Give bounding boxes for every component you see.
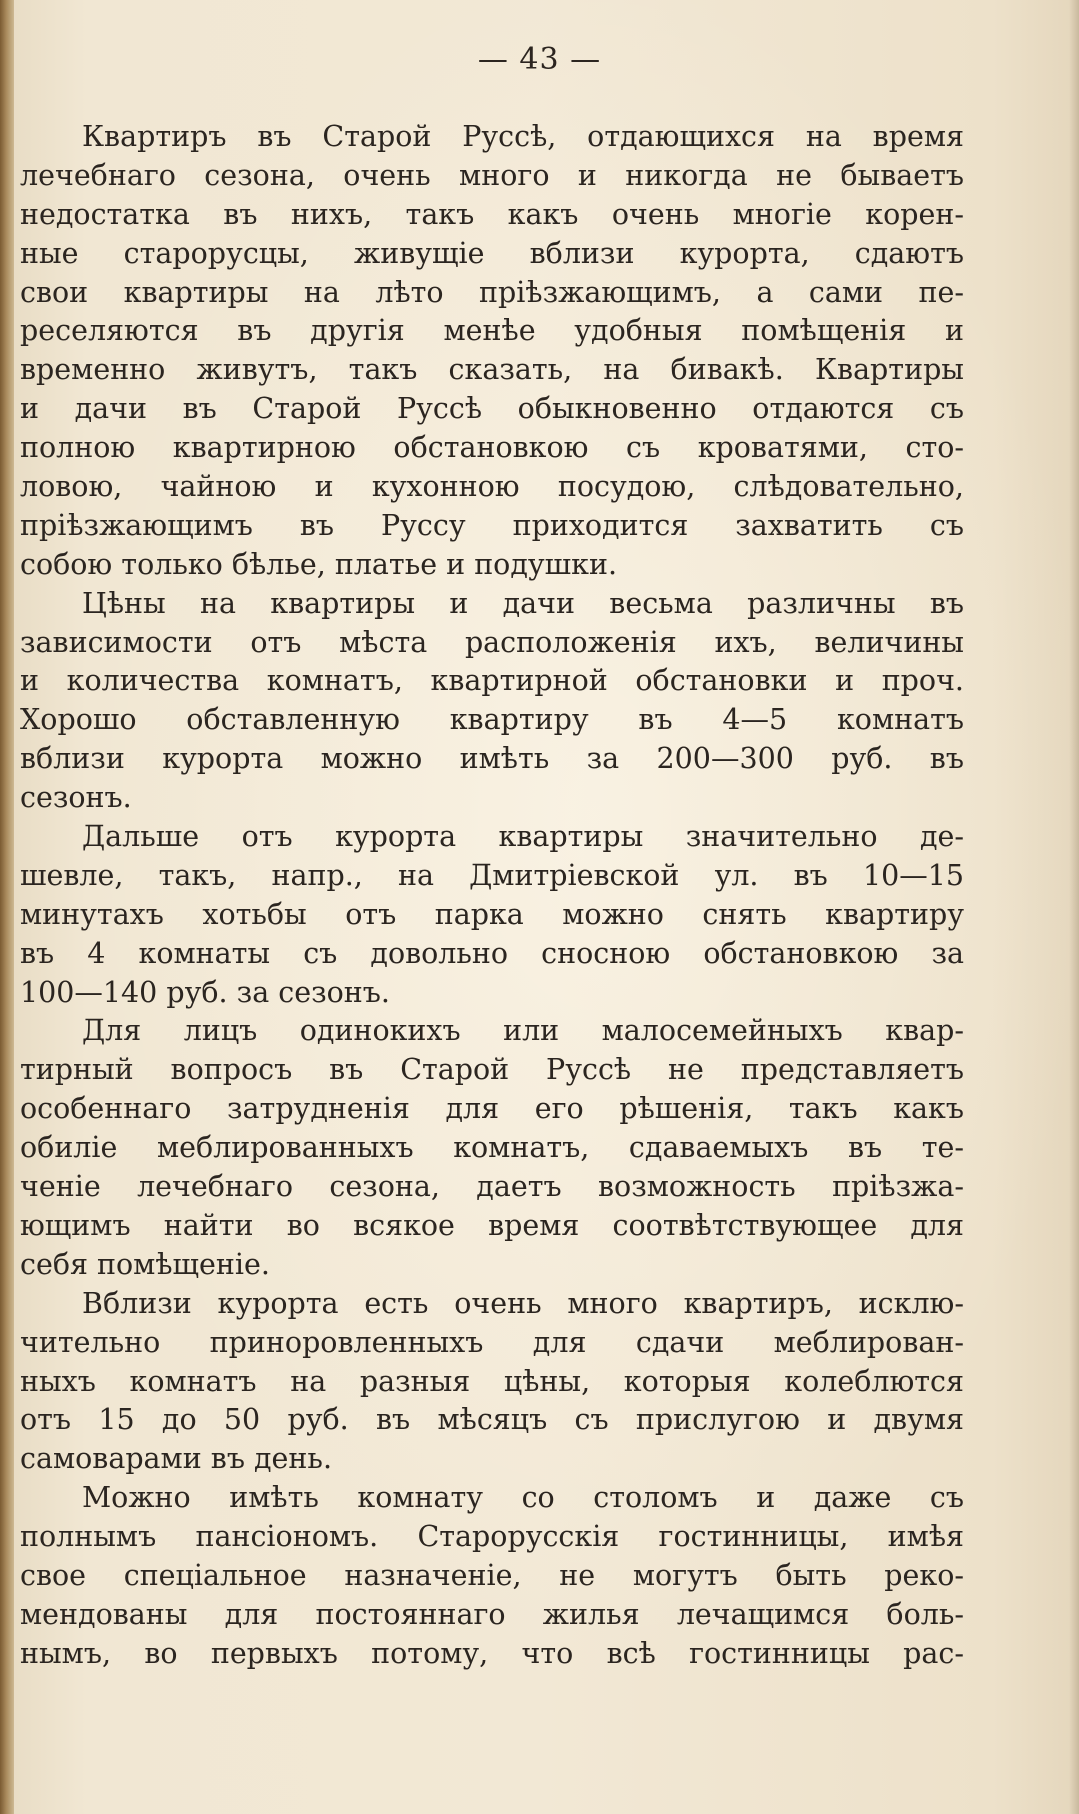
text-line: отъ 15 до 50 руб. въ мѣсяцъ съ прислугою и двумя bbox=[20, 1403, 964, 1437]
text-line: полнымъ пансіономъ. Старорусскія гостинницы, имѣя bbox=[20, 1520, 964, 1554]
text-line: реселяются въ другія менѣе удобныя помѣщенія и bbox=[20, 314, 964, 348]
text-line: нымъ, во первыхъ потому, что всѣ гостинницы рас- bbox=[20, 1636, 964, 1670]
text-line: минутахъ хотьбы отъ парка можно снять квартиру bbox=[20, 897, 964, 931]
text-line: зависимости отъ мѣста расположенія ихъ, величины bbox=[20, 625, 964, 659]
text-line: и количества комнатъ, квартирной обстановки и проч. bbox=[20, 664, 964, 698]
text-line: 100—140 руб. за сезонъ. bbox=[20, 975, 390, 1009]
text-line: Для лицъ одинокихъ или малосемейныхъ квар- bbox=[82, 1014, 964, 1048]
text-line: себя помѣщеніе. bbox=[20, 1247, 270, 1281]
text-line: ющимъ найти во всякое время соотвѣтствующее для bbox=[20, 1208, 964, 1242]
page-edge-shadow bbox=[1069, 0, 1079, 1814]
text-line: и дачи въ Старой Руссѣ обыкновенно отдаются съ bbox=[20, 392, 964, 426]
paragraph bbox=[20, 1012, 964, 1284]
text-line: лечебнаго сезона, очень много и никогда не бываетъ bbox=[20, 158, 964, 192]
text-line: пріѣзжающимъ въ Руссу приходится захватить съ bbox=[20, 508, 964, 542]
text-line: мендованы для постояннаго жилья лечащимся боль- bbox=[20, 1597, 964, 1631]
text-line: сезонъ. bbox=[20, 781, 132, 815]
text-line: Хорошо обставленную квартиру въ 4—5 комнатъ bbox=[20, 703, 964, 737]
paragraph bbox=[20, 1285, 964, 1479]
book-spine bbox=[0, 0, 14, 1814]
text-line: вблизи курорта можно имѣть за 200—300 руб. въ bbox=[20, 742, 964, 776]
paragraph bbox=[20, 1479, 964, 1673]
text-line: недостатка въ нихъ, такъ какъ очень многіе корен- bbox=[20, 197, 964, 231]
text-line: ныхъ комнатъ на разныя цѣны, которыя колеблются bbox=[20, 1364, 964, 1398]
text-line: временно живутъ, такъ сказать, на бивакѣ. Квартиры bbox=[20, 353, 964, 387]
text-line: Дальше отъ курорта квартиры значительно де- bbox=[82, 820, 964, 854]
text-line: шевле, такъ, напр., на Дмитріевской ул. въ 10—15 bbox=[20, 858, 964, 892]
text-line: обиліе меблированныхъ комнатъ, сдаваемыхъ въ те- bbox=[20, 1131, 964, 1165]
text-line: Можно имѣть комнату со столомъ и даже съ bbox=[82, 1481, 964, 1515]
paragraph bbox=[20, 585, 964, 818]
text-line: свое спеціальное назначеніе, не могутъ быть реко- bbox=[20, 1558, 964, 1592]
text-line: ловою, чайною и кухонною посудою, слѣдовательно, bbox=[20, 470, 964, 504]
text-line: самоварами въ день. bbox=[20, 1442, 332, 1476]
text-line: ченіе лечебнаго сезона, даетъ возможность пріѣзжа- bbox=[20, 1170, 964, 1204]
text-line: Вблизи курорта есть очень много квартиръ, исклю- bbox=[82, 1286, 964, 1320]
paragraph bbox=[20, 818, 964, 1012]
text-line: Цѣны на квартиры и дачи весьма различны въ bbox=[82, 586, 964, 620]
text-line: свои квартиры на лѣто пріѣзжающимъ, а сами пе- bbox=[20, 275, 964, 309]
paragraph bbox=[20, 118, 964, 585]
text-line: собою только бѣлье, платье и подушки. bbox=[20, 547, 618, 581]
text-line: полною квартирною обстановкою съ кроватями, сто- bbox=[20, 431, 964, 465]
text-line: особеннаго затрудненія для его рѣшенія, такъ какъ bbox=[20, 1092, 964, 1126]
text-line: ные старорусцы, живущіе вблизи курорта, сдаютъ bbox=[20, 236, 964, 270]
text-line: чительно приноровленныхъ для сдачи меблирован- bbox=[20, 1325, 964, 1359]
text-line: Квартиръ въ Старой Руссѣ, отдающихся на время bbox=[82, 120, 964, 153]
text-line: тирный вопросъ въ Старой Руссѣ не представляетъ bbox=[20, 1053, 964, 1087]
page-number: — 43 — bbox=[477, 42, 602, 77]
body-text bbox=[20, 118, 964, 1674]
text-line: въ 4 комнаты съ довольно сносною обстановкою за bbox=[20, 936, 964, 970]
